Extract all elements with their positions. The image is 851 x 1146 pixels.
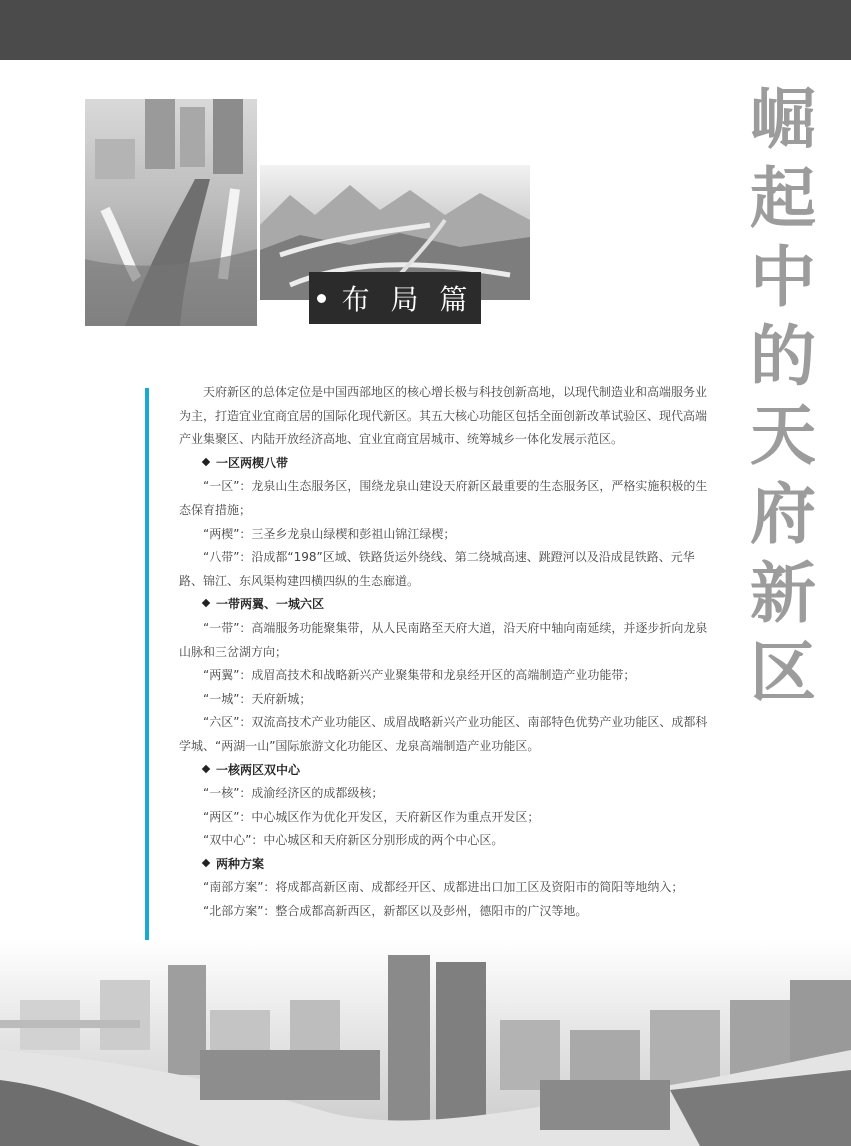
title-char: 的 (750, 318, 816, 395)
diamond-bullet-icon (202, 599, 210, 607)
top-header-bar (0, 0, 851, 60)
paragraph: “一城”：天府新城； (203, 691, 312, 706)
section-label-text: 布 局 篇 (341, 283, 474, 316)
paragraph: “一带”：高端服务功能聚集带，从人民南路至天府大道，沿天府中轴向南延续，并逐步折向龙泉山脉和三岔湖方向； (179, 620, 708, 659)
bullet-dot-icon (317, 294, 326, 303)
city-river-skyline-photo (0, 940, 851, 1146)
intro-paragraph: 天府新区的总体定位是中国西部地区的核心增长极与科技创新高地，以现代制造业和高端服务业为主，打造宜业宜商宜居的国际化现代新区。其五大核心功能区包括全面创新改革试验区、现代高端产业集聚区、内陆开放经济高地、宜业宜商宜居城市、统筹城乡一体化发展示范区。 (179, 385, 708, 447)
vertical-title (748, 80, 818, 712)
title-char: 崛 (750, 81, 816, 158)
paragraph: “八带”：沿成都“198”区域、铁路货运外绕线、第二绕城高速、跳蹬河以及沿成昆铁路、元华路、锦江、东风渠构建四横四纵的生态廊道。 (179, 550, 695, 588)
paragraph: “两区”：中心城区作为优化开发区，天府新区作为重点开发区； (203, 809, 540, 824)
title-char: 新 (750, 555, 816, 632)
section-heading: 一核两区双中心 (179, 759, 713, 783)
section-heading: 一带两翼、一城六区 (179, 593, 713, 617)
title-char: 天 (750, 397, 816, 474)
paragraph: “南部方案”：将成都高新区南、成都经开区、成都进出口加工区及资阳市的简阳等地纳入； (203, 880, 684, 895)
title-char: 区 (750, 634, 816, 711)
title-char: 起 (750, 160, 816, 237)
paragraph: “六区”：双流高技术产业功能区、成眉战略新兴产业功能区、南部特色优势产业功能区、成都科学城、“两湖一山”国际旅游文化功能区、龙泉高端制造产业功能区。 (179, 715, 708, 753)
diamond-bullet-icon (202, 859, 210, 867)
paragraph: “北部方案”：整合成都高新西区，新都区以及彭州，德阳市的广汉等地。 (203, 904, 588, 919)
title-char: 中 (750, 239, 816, 316)
paragraph: “两楔”：三圣乡龙泉山绿楔和彭祖山锦江绿楔； (203, 526, 456, 541)
paragraph: “两翼”：成眉高技术和战略新兴产业聚集带和龙泉经开区的高端制造产业功能带； (203, 668, 636, 683)
section-heading: 两种方案 (179, 853, 713, 877)
accent-line (145, 388, 149, 943)
paragraph: “双中心”：中心城区和天府新区分别形成的两个中心区。 (203, 833, 504, 848)
diamond-bullet-icon (202, 764, 210, 772)
section-label-layout (309, 272, 481, 324)
paragraph: “一核”：成渝经济区的成都级核； (203, 786, 384, 801)
paragraph: “一区”：龙泉山生态服务区，围绕龙泉山建设天府新区最重要的生态服务区，严格实施积极的生态保育措施； (179, 479, 708, 517)
diamond-bullet-icon (202, 458, 210, 466)
body-text (179, 381, 713, 924)
title-char: 府 (750, 476, 816, 553)
interchange-tunnel-photo (85, 99, 257, 326)
section-heading: 一区两楔八带 (179, 452, 713, 476)
